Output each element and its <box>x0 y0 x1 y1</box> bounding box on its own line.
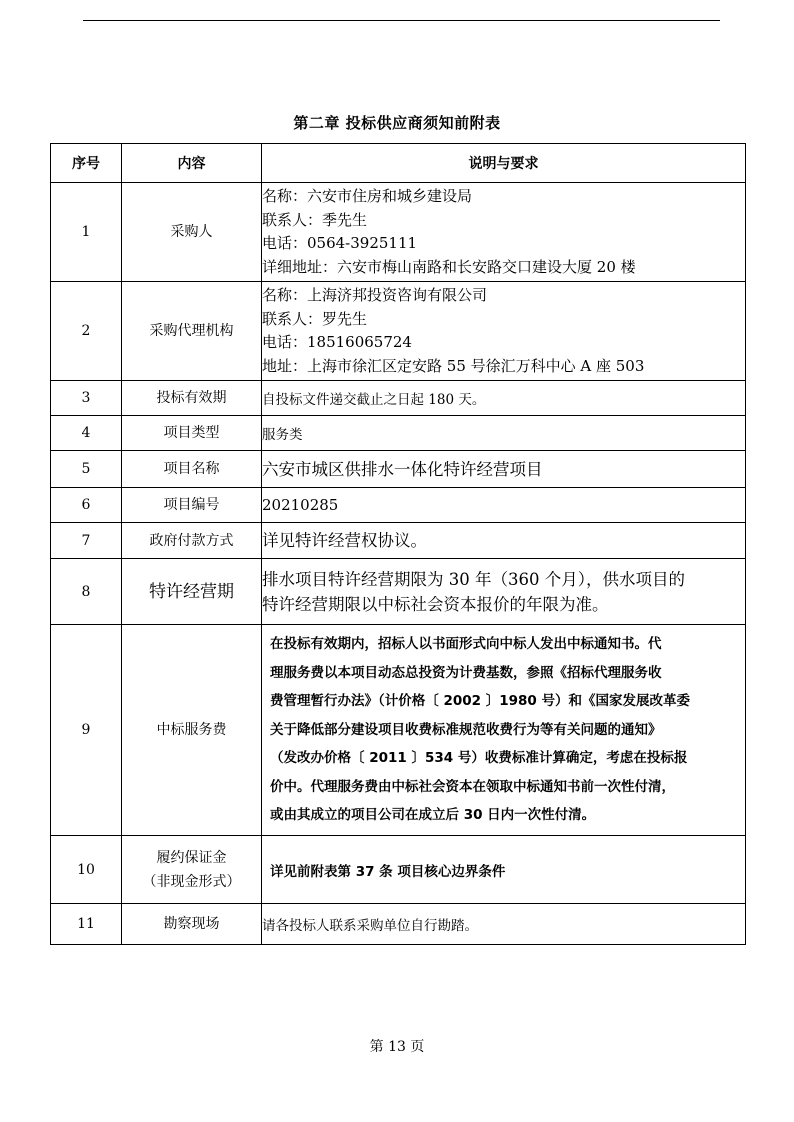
description-line: 电话：18516065724 <box>262 333 412 351</box>
row-number: 9 <box>51 625 122 836</box>
row-number: 1 <box>51 183 122 282</box>
row-number: 10 <box>51 836 122 904</box>
row-number: 8 <box>51 559 122 625</box>
header-serial-no: 序号 <box>51 144 122 183</box>
page-number: 第 13 页 <box>369 1039 425 1055</box>
item-line: 履约保证金 <box>156 849 227 866</box>
row-number: 2 <box>51 282 122 381</box>
description-line: 电话：0564-3925111 <box>262 234 418 252</box>
row-number: 6 <box>51 488 122 523</box>
row-number: 11 <box>51 904 122 945</box>
row-number: 3 <box>51 381 122 416</box>
row-item: 中标服务费 <box>122 625 262 836</box>
table-row <box>51 836 746 904</box>
header-description: 说明与要求 <box>262 144 746 183</box>
description-line: 特许经营期限以中标社会资本报价的年限为准。 <box>262 594 609 614</box>
row-description: 详见前附表第 37 条 项目核心边界条件 <box>262 836 746 904</box>
row-description: 请各投标人联系采购单位自行勘踏。 <box>262 904 746 945</box>
row-description: 六安市城区供排水一体化特许经营项目 <box>262 451 746 488</box>
description-line: （发改办价格〔 2011 〕534 号）收费标准计算确定，考虑在投标报 <box>270 750 688 767</box>
description-line: 名称：上海济邦投资咨询有限公司 <box>262 286 488 304</box>
description-line: 联系人：季先生 <box>262 210 368 229</box>
description-line: 价中。代理服务费由中标社会资本在领取中标通知书前一次性付清， <box>270 778 675 795</box>
row-number: 4 <box>51 416 122 451</box>
description-line: 在投标有效期内，招标人以书面形式向中标人发出中标通知书。代 <box>270 636 662 653</box>
description-line: 费管理暂行办法》（计价格〔 2002 〕1980 号）和《国家发展改革委 <box>270 693 690 710</box>
bidder-instructions-table <box>50 143 746 945</box>
row-description: 自投标文件递交截止之日起 180 天。 <box>262 381 746 416</box>
row-item: 项目类型 <box>122 416 262 451</box>
description-line: 排水项目特许经营期限为 30 年（360 个月），供水项目的 <box>262 569 685 589</box>
table-row <box>51 183 746 282</box>
row-item: 采购人 <box>122 183 262 282</box>
row-item: 采购代理机构 <box>122 282 262 381</box>
table-row <box>51 904 746 945</box>
row-description: 详见特许经营权协议。 <box>262 523 746 559</box>
chapter-title: 第二章 投标供应商须知前附表 <box>293 114 501 132</box>
table-row <box>51 488 746 523</box>
table-row <box>51 416 746 451</box>
description-line: 地址：上海市徐汇区定安路 55 号徐汇万科中心 A 座 503 <box>262 356 645 375</box>
row-description <box>262 282 746 381</box>
description-line: 关于降低部分建设项目收费标准规范收费行为等有关问题的通知》 <box>270 721 662 738</box>
row-description: 服务类 <box>262 416 746 451</box>
table-row <box>51 451 746 488</box>
description-line: 详细地址：六安市梅山南路和长安路交口建设大厦 20 楼 <box>262 257 636 276</box>
row-number: 5 <box>51 451 122 488</box>
description-line: 联系人：罗先生 <box>262 309 368 328</box>
table-row <box>51 282 746 381</box>
row-description: 20210285 <box>262 488 746 523</box>
table-header-row <box>51 144 746 183</box>
description-line: 名称：六安市住房和城乡建设局 <box>262 187 473 205</box>
table-row <box>51 381 746 416</box>
row-description <box>262 183 746 282</box>
row-item: 勘察现场 <box>122 904 262 945</box>
row-number: 7 <box>51 523 122 559</box>
table-row <box>51 559 746 625</box>
row-item <box>122 836 262 904</box>
row-description <box>262 559 746 625</box>
row-item: 投标有效期 <box>122 381 262 416</box>
row-description <box>262 625 746 836</box>
description-line: 理服务费以本项目动态总投资为计费基数，参照《招标代理服务收 <box>270 664 662 681</box>
table-row <box>51 523 746 559</box>
description-line: 或由其成立的项目公司在成立后 30 日内一次性付清。 <box>270 807 596 824</box>
header-content: 内容 <box>122 144 262 183</box>
item-line: （非现金形式） <box>142 873 241 890</box>
table-row <box>51 625 746 836</box>
row-item: 特许经营期 <box>122 559 262 625</box>
row-item: 项目编号 <box>122 488 262 523</box>
header-rule <box>83 20 720 21</box>
row-item: 政府付款方式 <box>122 523 262 559</box>
row-item: 项目名称 <box>122 451 262 488</box>
